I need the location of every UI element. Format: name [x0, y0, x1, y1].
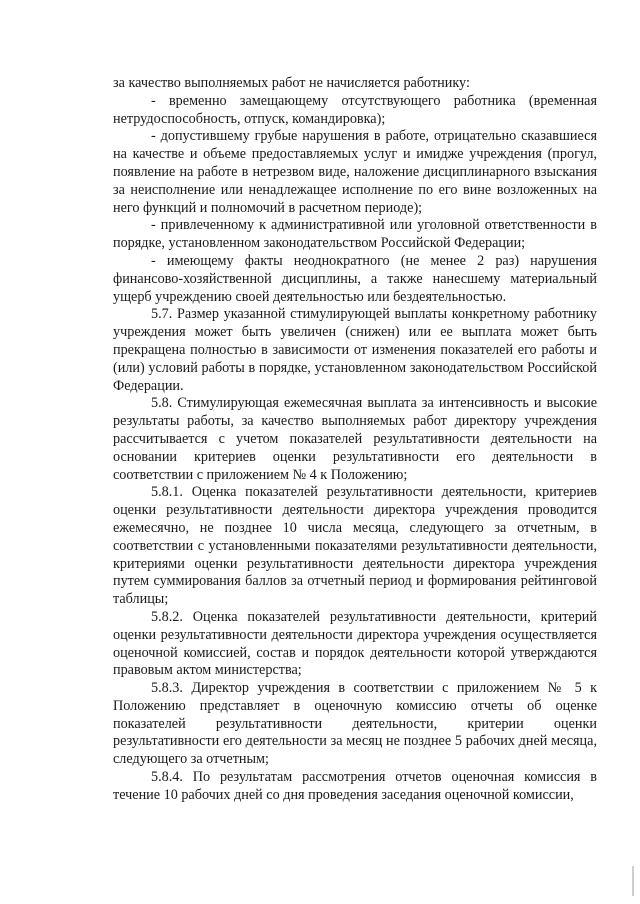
paragraph-item-temporary-replacement: - временно замещающему отсутствующего работника (временная нетрудоспособность, отпуск, командировка);	[113, 92, 597, 127]
document-body	[113, 75, 597, 805]
scan-edge-mark	[632, 866, 634, 896]
paragraph-item-gross-violations: - допустившему грубые нарушения в работе, отрицательно сказавшиеся на качестве и объеме предоставляемых услуг и имидже учреждения (прогул, появление на работе в нетрезвом виде, наложение дисциплинарного взыскания за неисполнение или ненадлежащее исполнение по его вине возложенных на него функций и полномочий в расчетном периоде);	[113, 128, 597, 216]
paragraph-5-8-4: 5.8.4. По результатам рассмотрения отчетов оценочная комиссия в течение 10 рабочих дней со дня проведения заседания оценочной комиссии,	[113, 769, 597, 803]
paragraph-5-8-3: 5.8.3. Директор учреждения в соответствии с приложением № 5 к Положению представляет в оценочную комиссию отчеты об оценке показателей результативности деятельности, критерии оценки результативности его деятельности за месяц не позднее 5 рабочих дней месяца, следующего за отчетным;	[113, 680, 597, 768]
paragraph-continuation: за качество выполняемых работ не начисляется работнику:	[113, 75, 470, 91]
paragraph-5-8-2: 5.8.2. Оценка показателей результативности деятельности, критерий оценки результативности деятельности директора учреждения осуществляется оценочной комиссией, состав и порядок деятельности которой утверждаются правовым актом министерства;	[113, 608, 597, 679]
paragraph-item-financial-discipline: - имеющему факты неоднократного (не менее 2 раз) нарушения финансово-хозяйственной дисциплины, а также нанесшему материальный ущерб учреждению своей деятельностью или бездеятельностью.	[113, 252, 597, 305]
paragraph-item-liability: - привлеченному к административной или уголовной ответственности в порядке, установленном законодательством Российской Федерации;	[113, 217, 597, 252]
paragraph-5-8-1: 5.8.1. Оценка показателей результативности деятельности, критериев оценки результативности деятельности директора учреждения проводится ежемесячно, не позднее 10 числа месяца, следующего за отчетным, в соответствии с установленными показателями результативности деятельности, критериями оценки результативности деятельности директора учреждения путем суммирования баллов за отчетный период и формирования рейтинговой таблицы;	[113, 484, 597, 608]
paragraph-5-7: 5.7. Размер указанной стимулирующей выплаты конкретному работнику учреждения может быть увеличен (снижен) или ее выплата может быть прекращена полностью в зависимости от изменения показателей его работы и (или) условий работы в порядке, установленном законодательством Российской Федерации.	[113, 306, 597, 394]
paragraph-5-8: 5.8. Стимулирующая ежемесячная выплата за интенсивность и высокие результаты работы, за качество выполняемых работ директору учреждения рассчитывается с учетом показателей результативности деятельности на основании критериев оценки результативности его деятельности в соответствии с приложением № 4 к Положению;	[113, 395, 597, 483]
